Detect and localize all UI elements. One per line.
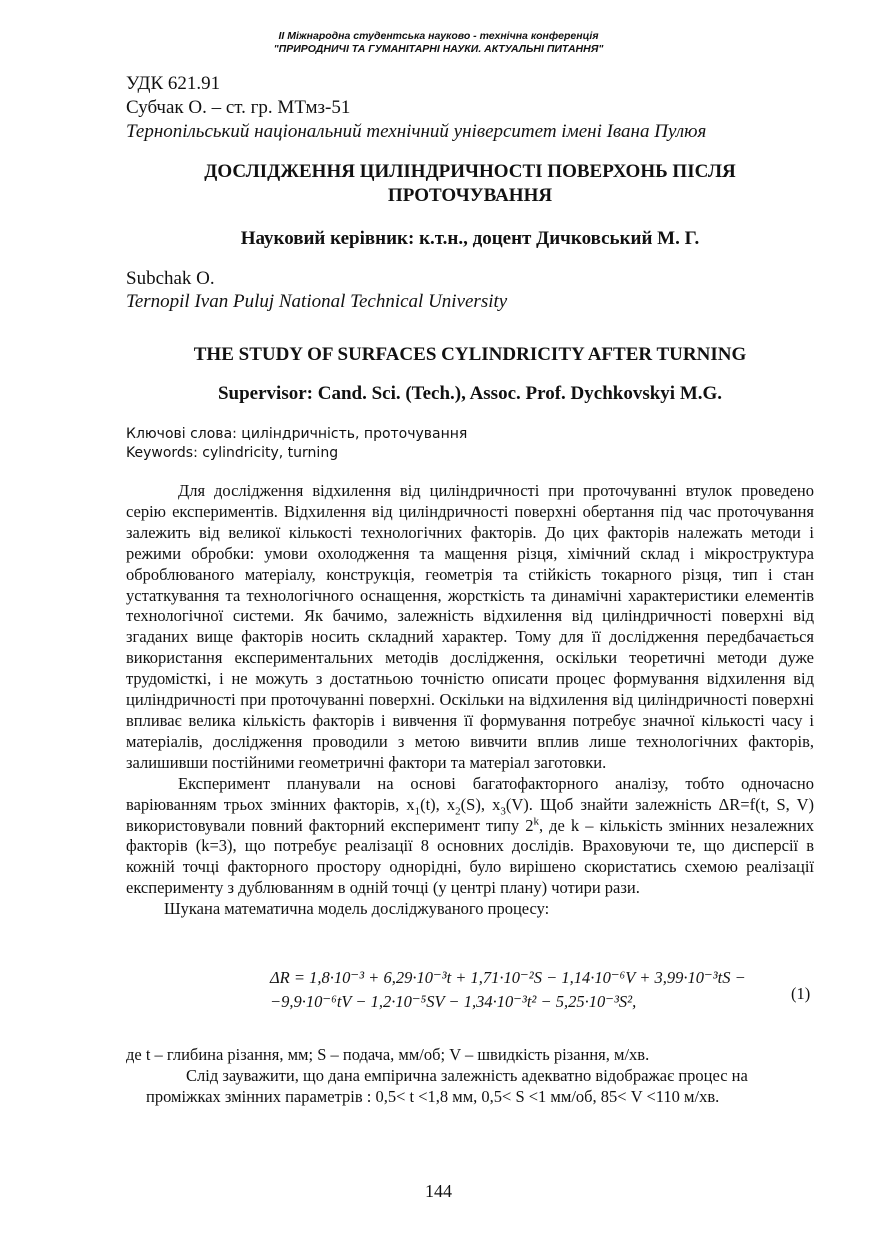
author-en: Subchak O.	[126, 268, 215, 289]
equation-line1: ΔR = 1,8·10⁻³ + 6,29·10⁻³t + 1,71·10⁻²S − 1,14·10⁻⁶V + 3,99·10⁻³tS −	[270, 968, 746, 987]
page-number: 144	[425, 1181, 452, 1201]
after-formula-text	[126, 1045, 814, 1108]
title-ua-line2: ПРОТОЧУВАННЯ	[387, 185, 553, 206]
conference-header	[0, 30, 877, 56]
keywords-en: Keywords: cylindricity, turning	[126, 445, 339, 461]
equation-1	[270, 966, 770, 1014]
conclusion-line2: проміжках змінних параметрів : 0,5< t <1,8 мм, 0,5< S <1 мм/об, 85< V <110 м/хв.	[146, 1086, 720, 1106]
affiliation-en: Ternopil Ivan Puluj National Technical University	[126, 291, 508, 312]
author-ua: Субчак О. – ст. гр. МТмз-51	[126, 97, 351, 118]
paragraph-3: Шукана математична модель досліджуваного процесу:	[164, 899, 550, 919]
equation-line2: −9,9·10⁻⁶tV − 1,2·10⁻⁵SV − 1,34·10⁻³t² − 5,25·10⁻³S²,	[270, 992, 637, 1011]
title-ua	[126, 160, 814, 208]
conference-header-line2: "ПРИРОДНИЧІ ТА ГУМАНІТАРНІ НАУКИ. АКТУАЛЬНІ ПИТАННЯ"	[273, 43, 604, 55]
supervisor-en: Supervisor: Cand. Sci. (Tech.), Assoc. Prof. Dychkovskyi M.G.	[217, 383, 723, 404]
title-en: THE STUDY OF SURFACES CYLINDRICITY AFTER TURNING	[193, 344, 747, 365]
body-text	[126, 481, 814, 920]
conference-header-line1: II Міжнародна студентська науково - технічна конференція	[278, 30, 599, 42]
conclusion-line1: Слід зауважити, що дана емпірична залежність адекватно відображає процес на	[186, 1065, 748, 1085]
variable-legend: де t – глибина різання, мм; S – подача, мм/об; V – швидкість різання, м/хв.	[126, 1045, 650, 1064]
udc-code: УДК 621.91	[126, 73, 221, 94]
keywords-ua: Ключові слова: циліндричність, проточування	[126, 426, 468, 442]
paragraph-1: Для дослідження відхилення від циліндричності при проточуванні втулок проведено серію експериментів. Відхилення від циліндричності поверхні обертання під час проточування залежить від великої кількості технологічних факторів. До цих факторів належать методи і режими обробки: умови охолодження та мащення різця, хімічний склад і мікроструктура оброблюваного матеріалу, конструкція, геометрія та стійкість токарного різця, тип і стан устаткування та технологічного оснащення, жорсткість та динамічні характеристики елементів технологічної системи. Як бачимо, залежність відхилення від циліндричності поверхні від згаданих вище факторів носить складний характер. Тому для її дослідження передбачається використання експериментальних методів дослідження, оскільки теоретичні методи дуже трудомісткі, і не можуть з достатньою точністю описати процес формування відхилення від циліндричності при проточуванні поверхні. Оскільки на відхилення від циліндричності поверхні впливає велика кількість факторів і вивчення її формування потребує значної кількості часу і матеріалів, дослідження проводили з метою вивчити вплив лише технологічних факторів, залишивши постійними геометричні фактори та матеріал заготовки.	[126, 481, 814, 772]
supervisor-ua: Науковий керівник: к.т.н., доцент Дичковський М. Г.	[240, 228, 700, 249]
title-ua-line1: ДОСЛІДЖЕННЯ ЦИЛІНДРИЧНОСТІ ПОВЕРХОНЬ ПІСЛЯ	[204, 161, 736, 182]
equation-number: (1)	[791, 984, 811, 1003]
paragraph-2: Експеримент планували на основі багатофакторного аналізу, тобто одночасно варіюванням трьох змінних факторів, $x_1(t)$, $x_2(S)$, $x_3(V)$. Щоб знайти залежність ΔR=f(t, S, V) використовували повний факторний експеримент типу 2$^k$, де k – кількість змінних незалежних факторів (k=3), що потребує реалізації 8 основних дослідів. Враховуючи те, що дисперсії в кожній точці факторного простору однорідні, було вирішено скористатись схемою реалізації експерименту з дублюванням в одній точці (у центрі плану) чотири рази.	[126, 773, 814, 898]
affiliation-ua: Тернопільський національний технічний університет імені Івана Пулюя	[126, 121, 707, 142]
